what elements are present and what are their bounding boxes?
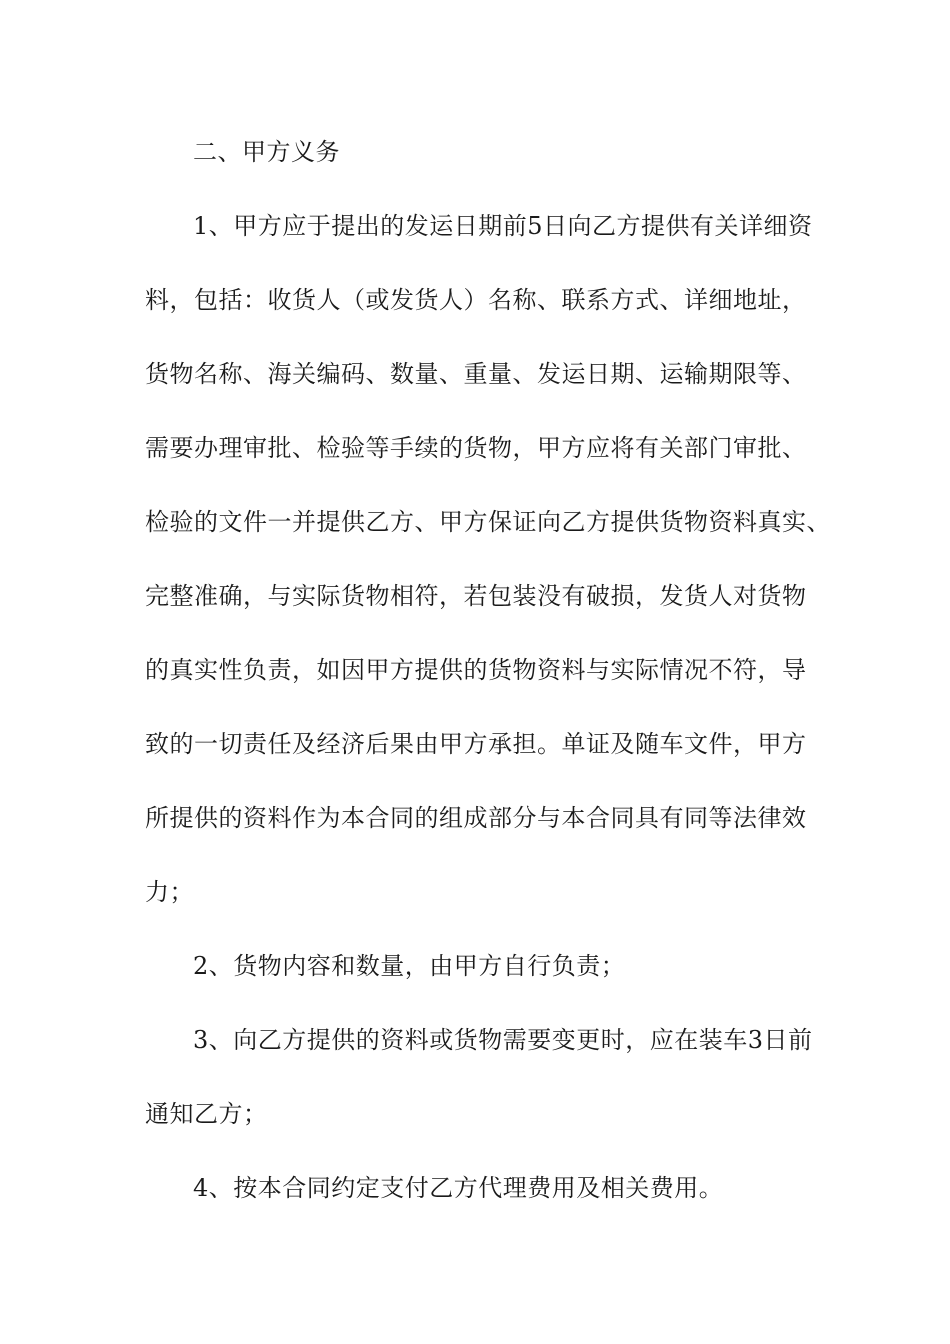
clause-1-line-2: 料，包括：收货人（或发货人）名称、联系方式、详细地址，	[145, 286, 807, 314]
clause-1-line-6: 完整准确，与实际货物相符，若包装没有破损，发货人对货物	[145, 582, 807, 610]
clause-1-line-10: 力；	[145, 878, 194, 906]
clause-1-line-8: 致的一切责任及经济后果由甲方承担。单证及随车文件，甲方	[145, 730, 807, 758]
clause-1-line-7: 的真实性负责，如因甲方提供的货物资料与实际情况不符，导	[145, 656, 807, 684]
clause-3-line-1: 3、向乙方提供的资料或货物需要变更时，应在装车3日前	[193, 1026, 813, 1054]
clause-1-line-9: 所提供的资料作为本合同的组成部分与本合同具有同等法律效	[145, 804, 807, 832]
clause-1-line-4: 需要办理审批、检验等手续的货物，甲方应将有关部门审批、	[145, 434, 807, 462]
clause-4: 4、按本合同约定支付乙方代理费用及相关费用。	[193, 1174, 724, 1202]
clause-1-line-1: 1、甲方应于提出的发运日期前5日向乙方提供有关详细资	[193, 212, 813, 240]
clause-1-line-3: 货物名称、海关编码、数量、重量、发运日期、运输期限等、	[145, 360, 807, 388]
clause-1-line-5: 检验的文件一并提供乙方、甲方保证向乙方提供货物资料真实、	[145, 508, 831, 536]
clause-3-line-2: 通知乙方；	[145, 1100, 268, 1128]
clause-2: 2、货物内容和数量，由甲方自行负责；	[193, 952, 626, 980]
section-heading: 二、甲方义务	[193, 138, 340, 166]
